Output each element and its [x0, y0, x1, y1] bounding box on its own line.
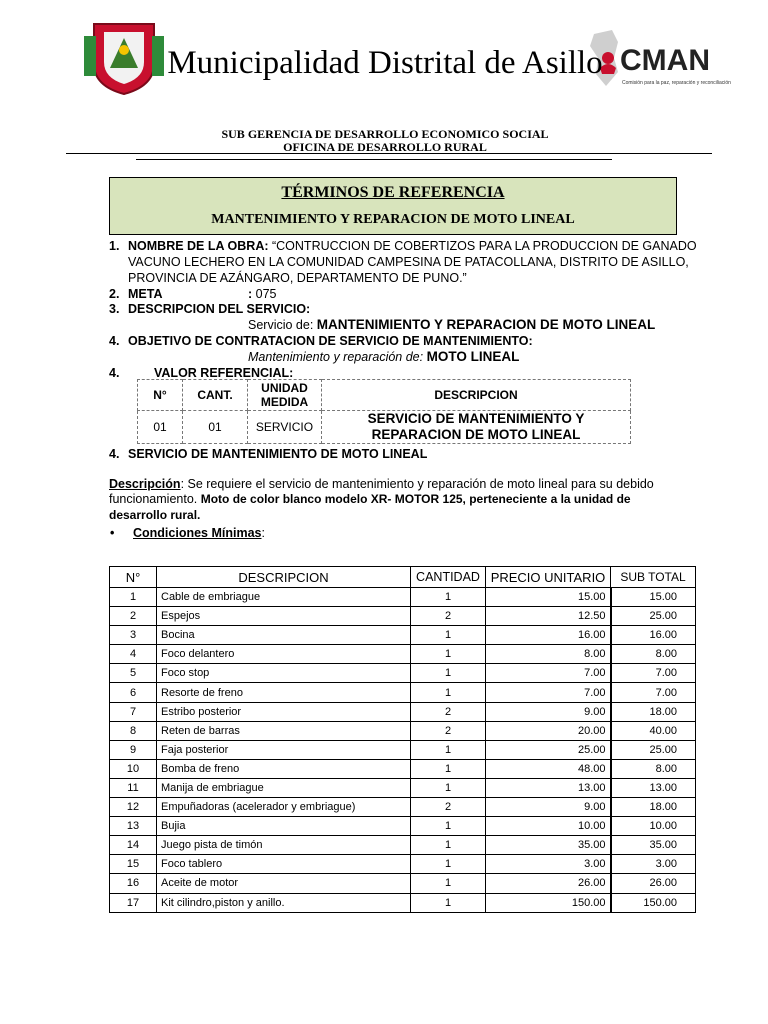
- item-description: Reten de barras: [157, 721, 411, 740]
- item-unit-price: 26.00: [486, 874, 611, 893]
- item-number: 7: [110, 702, 157, 721]
- ref-header-description: DESCRIPCION: [322, 380, 631, 411]
- item-quantity: 1: [411, 874, 486, 893]
- item-unit-price: 9.00: [486, 798, 611, 817]
- table-row: [110, 759, 696, 778]
- section-1-label: NOMBRE DE LA OBRA:: [128, 239, 269, 253]
- item-number: 1: [110, 588, 157, 607]
- section-6-number: 4.: [109, 447, 120, 461]
- item-quantity: 1: [411, 855, 486, 874]
- section-1-text-a: “CONTRUCCION DE COBERTIZOS PARA LA PRODUCCION DE GANADO: [268, 239, 697, 253]
- section-2-label: META: [128, 287, 163, 301]
- item-description: Bomba de freno: [157, 759, 411, 778]
- description-text-a: : Se requiere el servicio de mantenimiento y reparación de moto lineal para su debido: [180, 477, 654, 491]
- section-3-value: MANTENIMIENTO Y REPARACION DE MOTO LINEAL: [316, 317, 656, 332]
- item-subtotal: 10.00: [611, 817, 696, 836]
- section-5-label: VALOR REFERENCIAL:: [154, 366, 294, 380]
- section-3-prefix: Servicio de:: [248, 318, 317, 332]
- item-quantity: 1: [411, 778, 486, 797]
- item-unit-price: 20.00: [486, 721, 611, 740]
- items-header-quantity: CANTIDAD: [411, 567, 486, 588]
- municipality-title: Municipalidad Distrital de Asillo: [167, 45, 603, 81]
- item-number: 10: [110, 759, 157, 778]
- description-line-2: [109, 491, 631, 507]
- item-number: 8: [110, 721, 157, 740]
- table-row: [110, 836, 696, 855]
- item-description: Foco tablero: [157, 855, 411, 874]
- item-quantity: 1: [411, 817, 486, 836]
- cman-logo-text: CMAN: [620, 44, 710, 77]
- items-header-number: N°: [110, 567, 157, 588]
- section-4-value: MOTO LINEAL: [426, 349, 520, 364]
- table-row: [110, 798, 696, 817]
- section-4-objective: [248, 349, 519, 365]
- item-description: Cable de embriague: [157, 588, 411, 607]
- items-table-body: [110, 588, 696, 913]
- item-subtotal: 18.00: [611, 798, 696, 817]
- section-3-number: 3.: [109, 302, 120, 316]
- item-description: Foco stop: [157, 664, 411, 683]
- section-5-number: 4.: [109, 366, 120, 380]
- ref-row-quantity: 01: [183, 411, 248, 444]
- table-row: [110, 874, 696, 893]
- item-unit-price: 48.00: [486, 759, 611, 778]
- item-number: 17: [110, 893, 157, 912]
- conditions-colon: :: [261, 526, 265, 540]
- item-description: Manija de embriague: [157, 778, 411, 797]
- item-subtotal: 40.00: [611, 721, 696, 740]
- table-row: [110, 588, 696, 607]
- item-quantity: 1: [411, 893, 486, 912]
- description-bold-b: Moto de color blanco modelo XR- MOTOR 125, perteneciente a la unidad de: [200, 492, 631, 506]
- item-quantity: 1: [411, 645, 486, 664]
- section-1-text-c: PROVINCIA DE AZÁNGARO, DEPARTAMENTO DE PUNO.”: [128, 271, 467, 285]
- table-row: [110, 702, 696, 721]
- item-subtotal: 16.00: [611, 626, 696, 645]
- section-4-label: OBJETIVO DE CONTRATACION DE SERVICIO DE MANTENIMIENTO:: [128, 334, 533, 348]
- item-quantity: 2: [411, 607, 486, 626]
- item-number: 3: [110, 626, 157, 645]
- item-quantity: 2: [411, 721, 486, 740]
- item-subtotal: 3.00: [611, 855, 696, 874]
- section-2-value: 075: [252, 287, 277, 301]
- item-description: Espejos: [157, 607, 411, 626]
- item-unit-price: 7.00: [486, 683, 611, 702]
- item-unit-price: 3.00: [486, 855, 611, 874]
- items-table-header-row: [110, 567, 696, 588]
- item-number: 13: [110, 817, 157, 836]
- ref-header-quantity: CANT.: [183, 380, 248, 411]
- item-quantity: 1: [411, 683, 486, 702]
- bullet-icon: •: [110, 526, 115, 540]
- item-subtotal: 26.00: [611, 874, 696, 893]
- cman-logo-caption: Comisión para la paz, reparación y reconciliación: [622, 80, 731, 86]
- item-unit-price: 12.50: [486, 607, 611, 626]
- item-unit-price: 10.00: [486, 817, 611, 836]
- item-description: Estribo posterior: [157, 702, 411, 721]
- section-2-value-wrap: [248, 286, 277, 302]
- section-1: [128, 238, 697, 254]
- item-subtotal: 7.00: [611, 664, 696, 683]
- section-3-service: [248, 317, 655, 333]
- item-number: 14: [110, 836, 157, 855]
- item-subtotal: 8.00: [611, 645, 696, 664]
- item-subtotal: 13.00: [611, 778, 696, 797]
- item-number: 16: [110, 874, 157, 893]
- table-row: [110, 893, 696, 912]
- item-number: 5: [110, 664, 157, 683]
- item-description: Bocina: [157, 626, 411, 645]
- ref-table-row: [138, 411, 631, 444]
- item-description: Resorte de freno: [157, 683, 411, 702]
- items-header-description: DESCRIPCION: [157, 567, 411, 588]
- item-quantity: 2: [411, 702, 486, 721]
- item-description: Faja posterior: [157, 740, 411, 759]
- items-header-subtotal: SUB TOTAL: [611, 567, 696, 588]
- section-4-prefix: Mantenimiento y reparación de:: [248, 350, 427, 364]
- item-description: Bujia: [157, 817, 411, 836]
- item-description: Foco delantero: [157, 645, 411, 664]
- item-subtotal: 8.00: [611, 759, 696, 778]
- item-number: 15: [110, 855, 157, 874]
- item-subtotal: 25.00: [611, 607, 696, 626]
- section-6-label: SERVICIO DE MANTENIMIENTO DE MOTO LINEAL: [128, 447, 428, 461]
- item-number: 2: [110, 607, 157, 626]
- items-table: [109, 566, 696, 913]
- table-row: [110, 664, 696, 683]
- item-subtotal: 25.00: [611, 740, 696, 759]
- item-unit-price: 16.00: [486, 626, 611, 645]
- table-row: [110, 778, 696, 797]
- table-row: [110, 721, 696, 740]
- item-unit-price: 150.00: [486, 893, 611, 912]
- item-quantity: 1: [411, 626, 486, 645]
- header-divider: [66, 153, 712, 154]
- item-number: 12: [110, 798, 157, 817]
- table-row: [110, 817, 696, 836]
- item-unit-price: 25.00: [486, 740, 611, 759]
- description-text-b: funcionamiento.: [109, 492, 201, 506]
- item-subtotal: 35.00: [611, 836, 696, 855]
- sub-gerencia: SUB GERENCIA DE DESARROLLO ECONOMICO SOCIAL: [221, 127, 549, 141]
- table-row: [110, 626, 696, 645]
- item-number: 11: [110, 778, 157, 797]
- item-unit-price: 7.00: [486, 664, 611, 683]
- item-quantity: 1: [411, 836, 486, 855]
- item-unit-price: 8.00: [486, 645, 611, 664]
- ref-row-number: 01: [138, 411, 183, 444]
- ref-header-unit: UNIDAD MEDIDA: [248, 380, 322, 411]
- terms-subtitle: MANTENIMIENTO Y REPARACION DE MOTO LINEAL: [211, 212, 575, 227]
- item-subtotal: 150.00: [611, 893, 696, 912]
- conditions-heading: [133, 525, 265, 541]
- ref-table-header-row: [138, 380, 631, 411]
- item-quantity: 1: [411, 588, 486, 607]
- item-description: Kit cilindro,piston y anillo.: [157, 893, 411, 912]
- item-quantity: 1: [411, 759, 486, 778]
- item-description: Empuñadoras (acelerador y embriague): [157, 798, 411, 817]
- section-2-number: 2.: [109, 287, 120, 301]
- item-number: 4: [110, 645, 157, 664]
- oficina: OFICINA DE DESARROLLO RURAL: [283, 140, 487, 154]
- section-3-label: DESCRIPCION DEL SERVICIO:: [128, 302, 311, 316]
- section-2-colon: :: [248, 287, 253, 301]
- item-quantity: 2: [411, 798, 486, 817]
- ref-header-number: N°: [138, 380, 183, 411]
- section-1-number: 1.: [109, 239, 120, 253]
- items-header-unit-price: PRECIO UNITARIO: [486, 567, 611, 588]
- item-number: 6: [110, 683, 157, 702]
- item-unit-price: 35.00: [486, 836, 611, 855]
- item-quantity: 1: [411, 740, 486, 759]
- item-unit-price: 13.00: [486, 778, 611, 797]
- section-4-number: 4.: [109, 334, 120, 348]
- table-row: [110, 740, 696, 759]
- item-subtotal: 18.00: [611, 702, 696, 721]
- item-quantity: 1: [411, 664, 486, 683]
- item-subtotal: 7.00: [611, 683, 696, 702]
- section-1-text-b: VACUNO LECHERO EN LA COMUNIDAD CAMPESINA DE PATACOLLANA, DISTRITO DE ASILLO,: [128, 255, 689, 269]
- item-number: 9: [110, 740, 157, 759]
- table-row: [110, 645, 696, 664]
- description-line-1: [109, 476, 654, 492]
- ref-row-description: SERVICIO DE MANTENIMIENTO Y REPARACION DE MOTO LINEAL: [322, 411, 631, 444]
- ref-row-unit: SERVICIO: [248, 411, 322, 444]
- item-subtotal: 15.00: [611, 588, 696, 607]
- item-description: Juego pista de timón: [157, 836, 411, 855]
- table-row: [110, 607, 696, 626]
- item-unit-price: 9.00: [486, 702, 611, 721]
- table-row: [110, 855, 696, 874]
- header-divider-inner: [136, 159, 612, 160]
- item-unit-price: 15.00: [486, 588, 611, 607]
- terms-title: TÉRMINOS DE REFERENCIA: [281, 184, 505, 201]
- reference-value-table: [137, 379, 631, 444]
- conditions-label: Condiciones Mínimas: [133, 526, 262, 540]
- item-description: Aceite de motor: [157, 874, 411, 893]
- table-row: [110, 683, 696, 702]
- description-label: Descripción: [109, 477, 181, 491]
- description-bold-c: desarrollo rural.: [109, 508, 201, 522]
